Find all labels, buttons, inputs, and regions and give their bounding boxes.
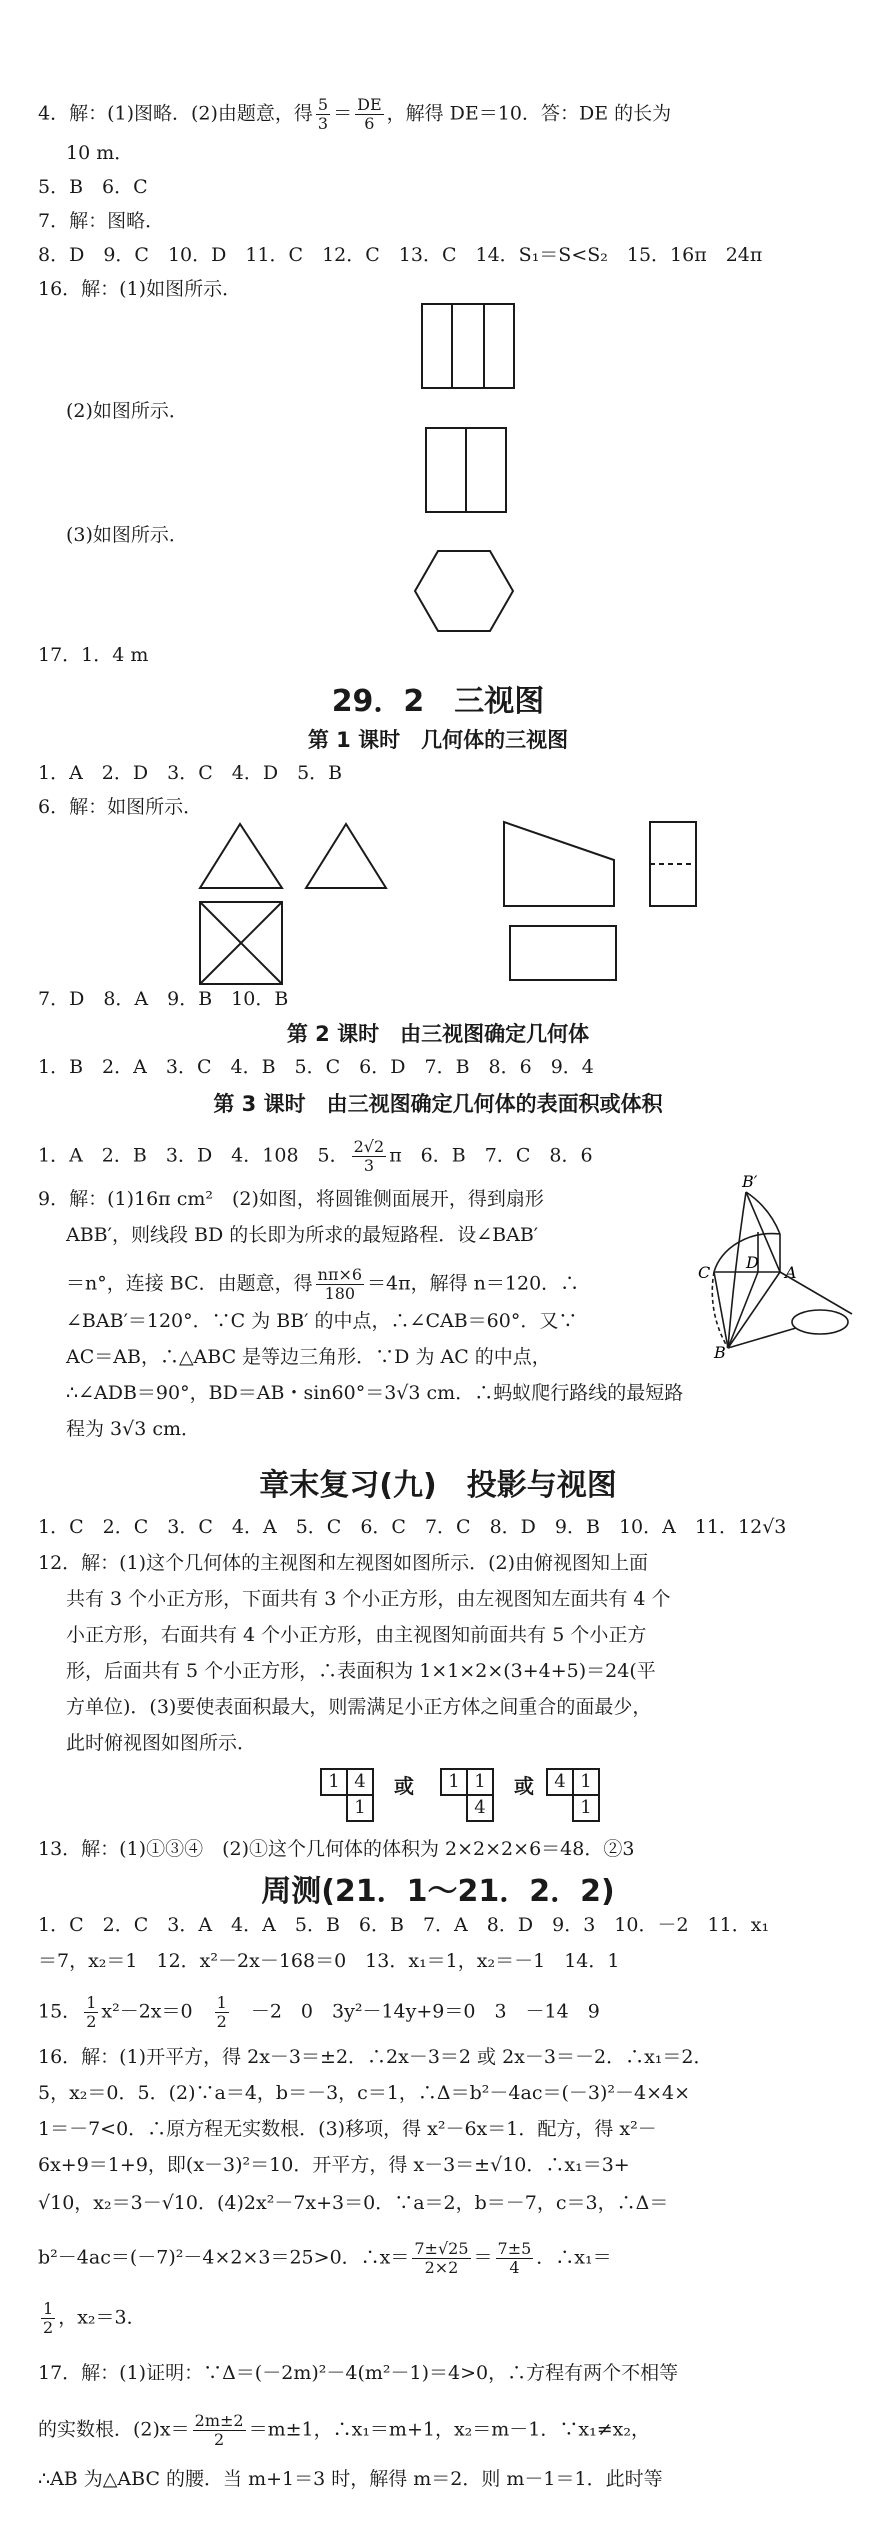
lesson-title: 第 1 课时 几何体的三视图: [307, 728, 569, 752]
answer-line: 此时俯视图如图所示．: [66, 1732, 257, 1754]
grid-cell: 4: [546, 1768, 574, 1796]
answer-line: ∴∠ADB＝90°，BD＝AB・sin60°＝3√3 cm．∴蚂蚁爬行路线的最短路: [66, 1382, 684, 1404]
grid-cell: 1: [572, 1768, 600, 1796]
answer-line: ∠BAB′＝120°．∵C 为 BB′ 的中点，∴∠CAB＝60°．又∵: [66, 1310, 578, 1332]
label-c: C: [698, 1263, 711, 1282]
answer-line: ＝7，x₂＝1 12．x²－2x－168＝0 13．x₁＝1，x₂＝－1 14．1: [38, 1950, 620, 1972]
answer-line: AC＝AB，∴△ABC 是等边三角形．∵D 为 AC 的中点，: [66, 1346, 551, 1368]
label-b-prime: B′: [742, 1172, 758, 1191]
section-title: 周测(21．1～21．2．2): [261, 1874, 615, 1909]
figure-split-rect: [424, 426, 514, 518]
grid-cell: 4: [466, 1794, 494, 1822]
answer-line: (3)如图所示．: [66, 524, 188, 546]
or-label: 或: [514, 1774, 534, 1798]
figure-hexagon: [412, 548, 516, 636]
answer-line: 1．C 2．C 3．A 4．A 5．B 6．B 7．A 8．D 9．3 10．－2 11．x₁: [38, 1914, 770, 1936]
answer-line: 7．解：图略．: [38, 210, 165, 232]
grid-cell: 1: [466, 1768, 494, 1796]
answer-line: 1．C 2．C 3．C 4．A 5．C 6．C 7．C 8．D 9．B 10．A 11．12√3: [38, 1516, 787, 1538]
answer-line: 10 m．: [66, 142, 134, 164]
answer-line: 1．B 2．A 3．C 4．B 5．C 6．D 7．B 8．6 9．4: [38, 1056, 594, 1078]
or-label: 或: [394, 1774, 414, 1798]
lesson-title: 第 3 课时 由三视图确定几何体的表面积或体积: [213, 1092, 663, 1116]
answer-line: 程为 3√3 cm．: [66, 1418, 201, 1440]
answer-line: 6x+9＝1+9，即(x－3)²＝10．开平方，得 x－3＝±√10．∴x₁＝3+: [38, 2154, 630, 2176]
answer-line: 形，后面共有 5 个小正方形，∴表面积为 1×1×2×(3+4+5)＝24(平: [66, 1660, 656, 1682]
answer-line: 15． $\frac{1}{2}$ x²－2x＝0 $\frac{1}{2}$ －2 0 3y²－14y+9＝0 3 －14 9: [38, 1993, 600, 2031]
answer-line: 9．解：(1)16π cm² (2)如图，将圆锥侧面展开，得到扇形: [38, 1188, 544, 1210]
answer-line: 的实数根．(2)x＝ $\frac{2m\pm 2}{2}$ ＝m±1，∴x₁＝m+1，x₂＝m－1．∵x₁≠x₂，: [38, 2411, 650, 2449]
answer-line: ∴AB 为△ABC 的腰．当 m+1＝3 时，解得 m＝2．则 m－1＝1．此时等: [38, 2468, 663, 2490]
grid-cell: 1: [440, 1768, 468, 1796]
answer-line: 1．A 2．D 3．C 4．D 5．B: [38, 762, 343, 784]
answer-line: 5．B 6．C: [38, 176, 148, 198]
answer-line: 1＝－7<0．∴原方程无实数根．(3)移项，得 x²－6x＝1．配方，得 x²－: [38, 2118, 657, 2140]
grid-cell: 1: [346, 1794, 374, 1822]
grid-cell: 1: [320, 1768, 348, 1796]
section-title: 29．2 三视图: [331, 684, 545, 719]
label-b: B: [714, 1343, 726, 1360]
answer-line: $\frac{1}{2}$ ，x₂＝3．: [43, 2299, 146, 2337]
answer-line: 方单位)．(3)要使表面积最大，则需满足小正方体之间重合的面最少，: [66, 1696, 652, 1718]
answer-line: 16．解：(1)开平方，得 2x－3＝±2．∴2x－3＝2 或 2x－3＝－2．∴x₁＝2．: [38, 2046, 713, 2068]
grid-cell: 1: [572, 1794, 600, 1822]
answer-line: 4．解：(1)图略．(2)由题意，得 $\frac{5}{3}$ ＝ $\frac{DE}{6}$ ，解得 DE＝10．答：DE 的长为: [38, 95, 672, 133]
answer-line: 6．解：如图所示．: [38, 796, 203, 818]
answer-line: 17．1．4 m: [38, 644, 149, 666]
label-d: D: [746, 1253, 759, 1272]
figure-three-strip-rect: [420, 302, 520, 394]
grid-cell: 4: [346, 1768, 374, 1796]
answer-line: 1．A 2．B 3．D 4．108 5． $\frac{2√2}{3}$ π 6．B 7．C 8．6: [38, 1137, 593, 1175]
answer-line: b²－4ac＝(－7)²－4×2×3＝25>0．∴x＝ $\frac{7\pm√25}{2\times 2}$ ＝ $\frac{7\pm 5}{4}$ ．∴x₁＝: [38, 2239, 612, 2277]
answer-line: 13．解：(1)①③④ (2)①这个几何体的体积为 2×2×2×6＝48．②3: [38, 1838, 635, 1860]
answer-line: 8．D 9．C 10．D 11．C 12．C 13．C 14．S₁＝S<S₂ 15．16π 24π: [38, 244, 763, 266]
figure-trapezoid-views: [502, 818, 722, 988]
lesson-title: 第 2 课时 由三视图确定几何体: [286, 1022, 590, 1046]
answer-line: 7．D 8．A 9．B 10．B: [38, 988, 289, 1010]
answer-line: 5，x₂＝0．5．(2)∵a＝4，b＝－3，c＝1，∴Δ＝b²－4ac＝(－3)²－4×4×: [38, 2082, 691, 2104]
answer-line: 共有 3 个小正方形，下面共有 3 个小正方形，由左视图知左面共有 4 个: [66, 1588, 671, 1610]
answer-line: √10，x₂＝3－√10．(4)2x²－7x+3＝0．∵a＝2，b＝－7，c＝3，∴Δ＝: [38, 2192, 669, 2214]
section-title: 章末复习(九) 投影与视图: [259, 1468, 617, 1503]
answer-line: 16．解：(1)如图所示．: [38, 278, 242, 300]
answer-line: ＝n°，连接 BC．由题意，得 $\frac{n\pi\times 6}{180}$ ＝4π，解得 n＝120．∴: [66, 1265, 580, 1303]
figure-triangle-square-views: [198, 820, 418, 990]
answer-line: 12．解：(1)这个几何体的主视图和左视图如图所示．(2)由俯视图知上面: [38, 1552, 649, 1574]
label-a: A: [785, 1263, 797, 1282]
answer-line: ABB′，则线段 BD 的长即为所求的最短路程．设∠BAB′: [66, 1224, 539, 1246]
figure-cone-unfold: [684, 1172, 860, 1360]
answer-line: 17．解：(1)证明：∵Δ＝(－2m)²－4(m²－1)＝4>0，∴方程有两个不相等: [38, 2362, 679, 2384]
answer-line: (2)如图所示．: [66, 400, 188, 422]
answer-line: 小正方形，右面共有 4 个小正方形，由主视图知前面共有 5 个小正方: [66, 1624, 647, 1646]
